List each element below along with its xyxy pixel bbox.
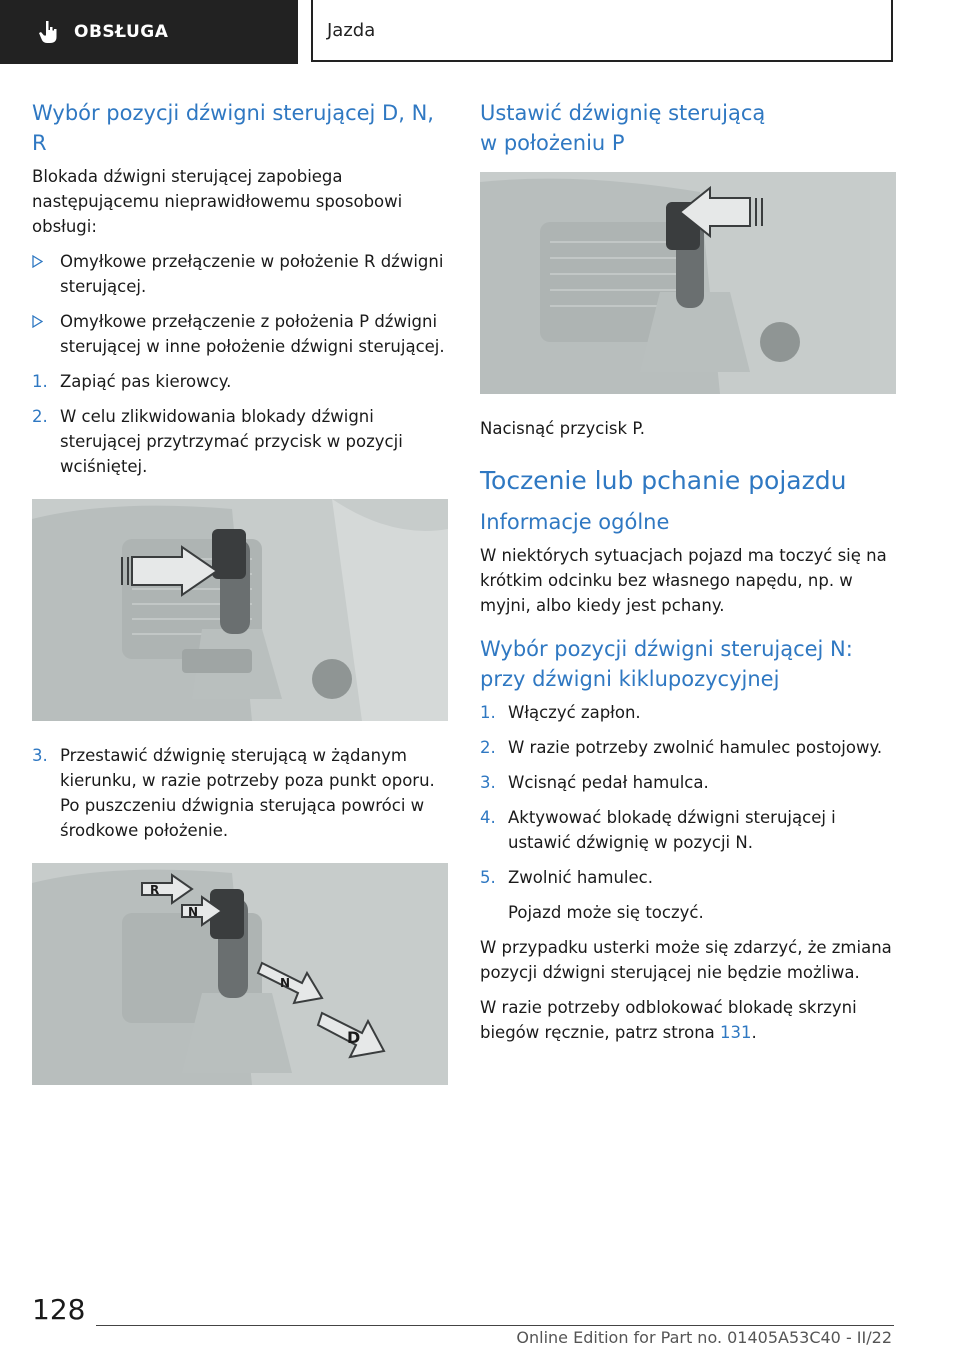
step-text: Przestawić dźwignię sterującą w żądanym kierunku, w razie potrzeby poza punkt oporu. Po puszczeniu dźwignia sterująca powróci w środkowe położenie. (60, 746, 435, 840)
left-column (32, 98, 448, 1107)
step-item (32, 743, 448, 843)
section-label: OBSŁUGA (74, 22, 169, 42)
edition-note: Online Edition for Part no. 01405A53C40 - II/22 (516, 1328, 892, 1347)
rolling-section-heading: Toczenie lub pchanie pojazdu (480, 466, 847, 495)
park-heading: Ustawić dźwignię sterującą w położeniu P (480, 101, 766, 155)
step-text: Włączyć zapłon. (508, 703, 641, 722)
gear-positions-illustration (32, 863, 448, 1085)
step-number: 1. (32, 372, 48, 391)
section-tab[interactable] (0, 0, 298, 64)
step-number: 2. (480, 738, 496, 757)
step-text: Zwolnić hamulec. (508, 868, 653, 887)
triangle-bullet-icon (32, 249, 60, 299)
step-number: 4. (480, 808, 496, 827)
fault-text: W przypadku usterki może się zdarzyć, że zmiana pozycji dźwigni sterującej nie będzie możliwa. (480, 938, 892, 982)
step-item (32, 369, 448, 394)
step-item (32, 404, 448, 479)
result-text: Pojazd może się toczyć. (508, 903, 704, 922)
chapter-title: Jazda (327, 19, 376, 41)
right-column (480, 98, 896, 1055)
general-info-heading: Informacje ogólne (480, 510, 670, 534)
page-number: 128 (32, 1293, 86, 1326)
step-item (480, 700, 896, 725)
unlock-period: . (751, 1023, 757, 1042)
step-text: Aktywować blokadę dźwigni sterującej i ustawić dźwignię w pozycji N. (508, 808, 836, 852)
bullet-text: Omyłkowe przełączenie z położenia P dźwigni sterującej w inne położenie dźwigni sterującej. (60, 312, 445, 356)
step-number: 2. (32, 407, 48, 426)
intro-text: Blokada dźwigni sterującej zapobiega następującemu nieprawidłowemu sposobowi obsługi: (32, 167, 403, 236)
bullet-item (32, 249, 448, 299)
step-text: W razie potrzeby zwolnić hamulec postojowy. (508, 738, 883, 757)
left-heading: Wybór pozycji dźwigni sterującej D, N, R (32, 101, 434, 155)
step-item (480, 805, 896, 855)
gear-positions-figure (32, 863, 448, 1085)
step-text: Zapiąć pas kierowcy. (60, 372, 232, 391)
step-item (480, 865, 896, 890)
step-number: 3. (32, 746, 48, 765)
unlock-paragraph (480, 995, 896, 1045)
general-info-text: W niektórych sytuacjach pojazd ma toczyć się na krótkim odcinku bez własnego napędu, np. w myjni, albo kiedy jest pchany. (480, 546, 887, 615)
triangle-bullet-icon (32, 309, 60, 359)
bullet-text: Omyłkowe przełączenie w położenie R dźwigni sterującej. (60, 252, 444, 296)
position-label-n-lower: N (280, 976, 291, 990)
footer-divider (96, 1325, 894, 1326)
hand-pointer-icon (38, 20, 60, 44)
step-text: W celu zlikwidowania blokady dźwigni sterującej przytrzymać przycisk w pozycji wciśniętej. (60, 407, 403, 476)
step-item (480, 735, 896, 760)
bullet-item (32, 309, 448, 359)
park-button-illustration (480, 172, 896, 394)
park-button-figure (480, 172, 896, 394)
step-number: 1. (480, 703, 496, 722)
step-number: 3. (480, 773, 496, 792)
page-reference-link[interactable]: 131 (720, 1023, 752, 1042)
chapter-title-box (311, 0, 893, 62)
park-caption: Nacisnąć przycisk P. (480, 419, 645, 438)
step-number: 5. (480, 868, 496, 887)
step-item (480, 770, 896, 795)
position-label-r: R (150, 883, 160, 897)
unlock-text: W razie potrzeby odblokować blokadę skrzyni biegów ręcznie, patrz strona (480, 998, 857, 1042)
gear-lever-illustration (32, 499, 448, 721)
position-label-n-upper: N (188, 905, 199, 919)
gear-lever-unlock-figure (32, 499, 448, 721)
step-text: Wcisnąć pedał hamulca. (508, 773, 709, 792)
neutral-heading: Wybór pozycji dźwigni sterującej N: przy dźwigni kiklupozycyjnej (480, 637, 853, 691)
position-label-d: D (347, 1028, 361, 1047)
